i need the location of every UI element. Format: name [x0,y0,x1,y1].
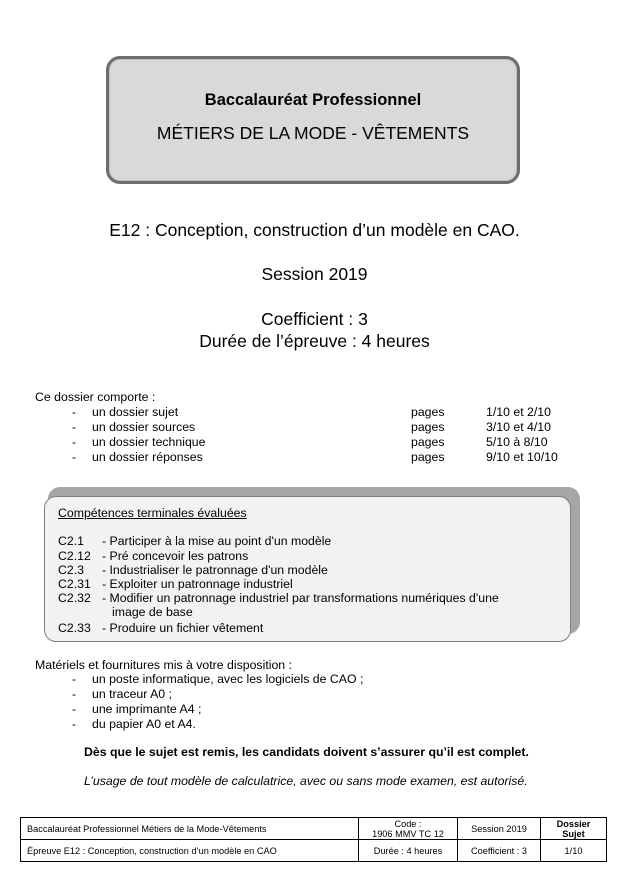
dossier-pages-label: pages [411,450,445,464]
header-box [106,56,520,184]
competence-item [45,591,565,621]
dossier-intro: Ce dossier comporte : [35,390,156,404]
materiels-list [0,672,629,732]
dossier-pages-label: pages [411,435,445,449]
materiel-label: une imprimante A4 ; [92,702,202,716]
dash: - [72,687,77,701]
dossier-pages-range: 3/10 et 4/10 [486,420,551,434]
competence-item [45,534,565,549]
materiel-item [0,687,629,702]
materiels-intro: Matériels et fournitures mis à votre disposition : [35,658,292,672]
competence-desc-continued: image de base [112,605,193,619]
materiel-item [0,672,629,687]
footer-duree: Durée : 4 heures [359,840,458,862]
header-subtitle: MÉTIERS DE LA MODE - VÊTEMENTS [156,123,470,143]
footer-row [21,840,607,862]
dossier-item-label: un dossier technique [92,435,206,449]
materiel-item [0,717,629,732]
dash: - [72,702,77,716]
dash: - [72,672,77,686]
competences-title: Compétences terminales évaluées [58,506,247,520]
competence-code: C2.33 [58,621,91,635]
footer-code-label: Code : [394,818,422,829]
footer-coefficient: Coefficient : 3 [458,840,541,862]
materiel-item [0,702,629,717]
dossier-pages-range: 5/10 à 8/10 [486,435,548,449]
dash: - [72,450,77,464]
footer-exam-name: Baccalauréat Professionnel Métiers de la Mode-Vêtements [21,818,359,840]
footer-dossier-line2: Sujet [562,828,585,839]
dash: - [72,435,77,449]
notice-complete: Dès que le sujet est remis, les candidats doivent s’assurer qu’il est complet. [84,745,529,759]
competence-desc: - Exploiter un patronnage industriel [102,577,293,591]
competence-item [45,621,565,636]
competence-desc: - Modifier un patronnage industriel par transformations numériques d'une [102,591,499,605]
dossier-list [0,405,629,465]
exam-title: E12 : Conception, construction d’un modèle en CAO. [109,220,520,240]
dossier-item [0,405,629,420]
competences-box [44,496,571,642]
footer-session: Session 2019 [458,818,541,840]
competence-desc: - Participer à la mise au point d'un modèle [102,534,332,548]
competence-item [45,577,565,592]
dossier-item [0,435,629,450]
materiel-label: du papier A0 et A4. [92,717,196,731]
dossier-pages-label: pages [411,420,445,434]
competence-code: C2.32 [58,591,91,605]
footer-dossier-line1: Dossier [556,818,591,829]
dash: - [72,717,77,731]
competence-code: C2.31 [58,577,91,591]
exam-session: Session 2019 [261,264,368,284]
footer-row [21,818,607,840]
footer-table [20,817,607,862]
footer-epreuve: Épreuve E12 : Conception, construction d’un modèle en CAO [21,840,359,862]
footer-page-number: 1/10 [541,840,607,862]
materiel-label: un poste informatique, avec les logiciels de CAO ; [92,672,364,686]
dossier-pages-label: pages [411,405,445,419]
dossier-pages-range: 1/10 et 2/10 [486,405,551,419]
materiel-label: un traceur A0 ; [92,687,172,701]
competence-code: C2.1 [58,534,84,548]
footer-code-value: 1906 MMV TC 12 [372,828,444,839]
exam-duration: Durée de l’épreuve : 4 heures [199,331,430,351]
notice-calculator: L’usage de tout modèle de calculatrice, avec ou sans mode examen, est autorisé. [84,774,528,788]
footer-dossier-cell [541,818,607,840]
competence-desc: - Produire un fichier vêtement [102,621,264,635]
competence-code: C2.12 [58,549,91,563]
dossier-item-label: un dossier sources [92,420,196,434]
footer-code-cell [359,818,458,840]
dossier-item [0,420,629,435]
competence-item [45,563,565,578]
exam-coefficient: Coefficient : 3 [261,309,368,329]
header-title: Baccalauréat Professionnel [204,91,422,109]
competence-item [45,549,565,564]
competence-desc: - Industrialiser le patronnage d'un modèle [102,563,328,577]
dossier-pages-range: 9/10 et 10/10 [486,450,558,464]
dossier-item-label: un dossier sujet [92,405,179,419]
dossier-item-label: un dossier réponses [92,450,203,464]
dash: - [72,420,77,434]
competence-code: C2.3 [58,563,84,577]
dossier-item [0,450,629,465]
competence-desc: - Pré concevoir les patrons [102,549,249,563]
dash: - [72,405,77,419]
